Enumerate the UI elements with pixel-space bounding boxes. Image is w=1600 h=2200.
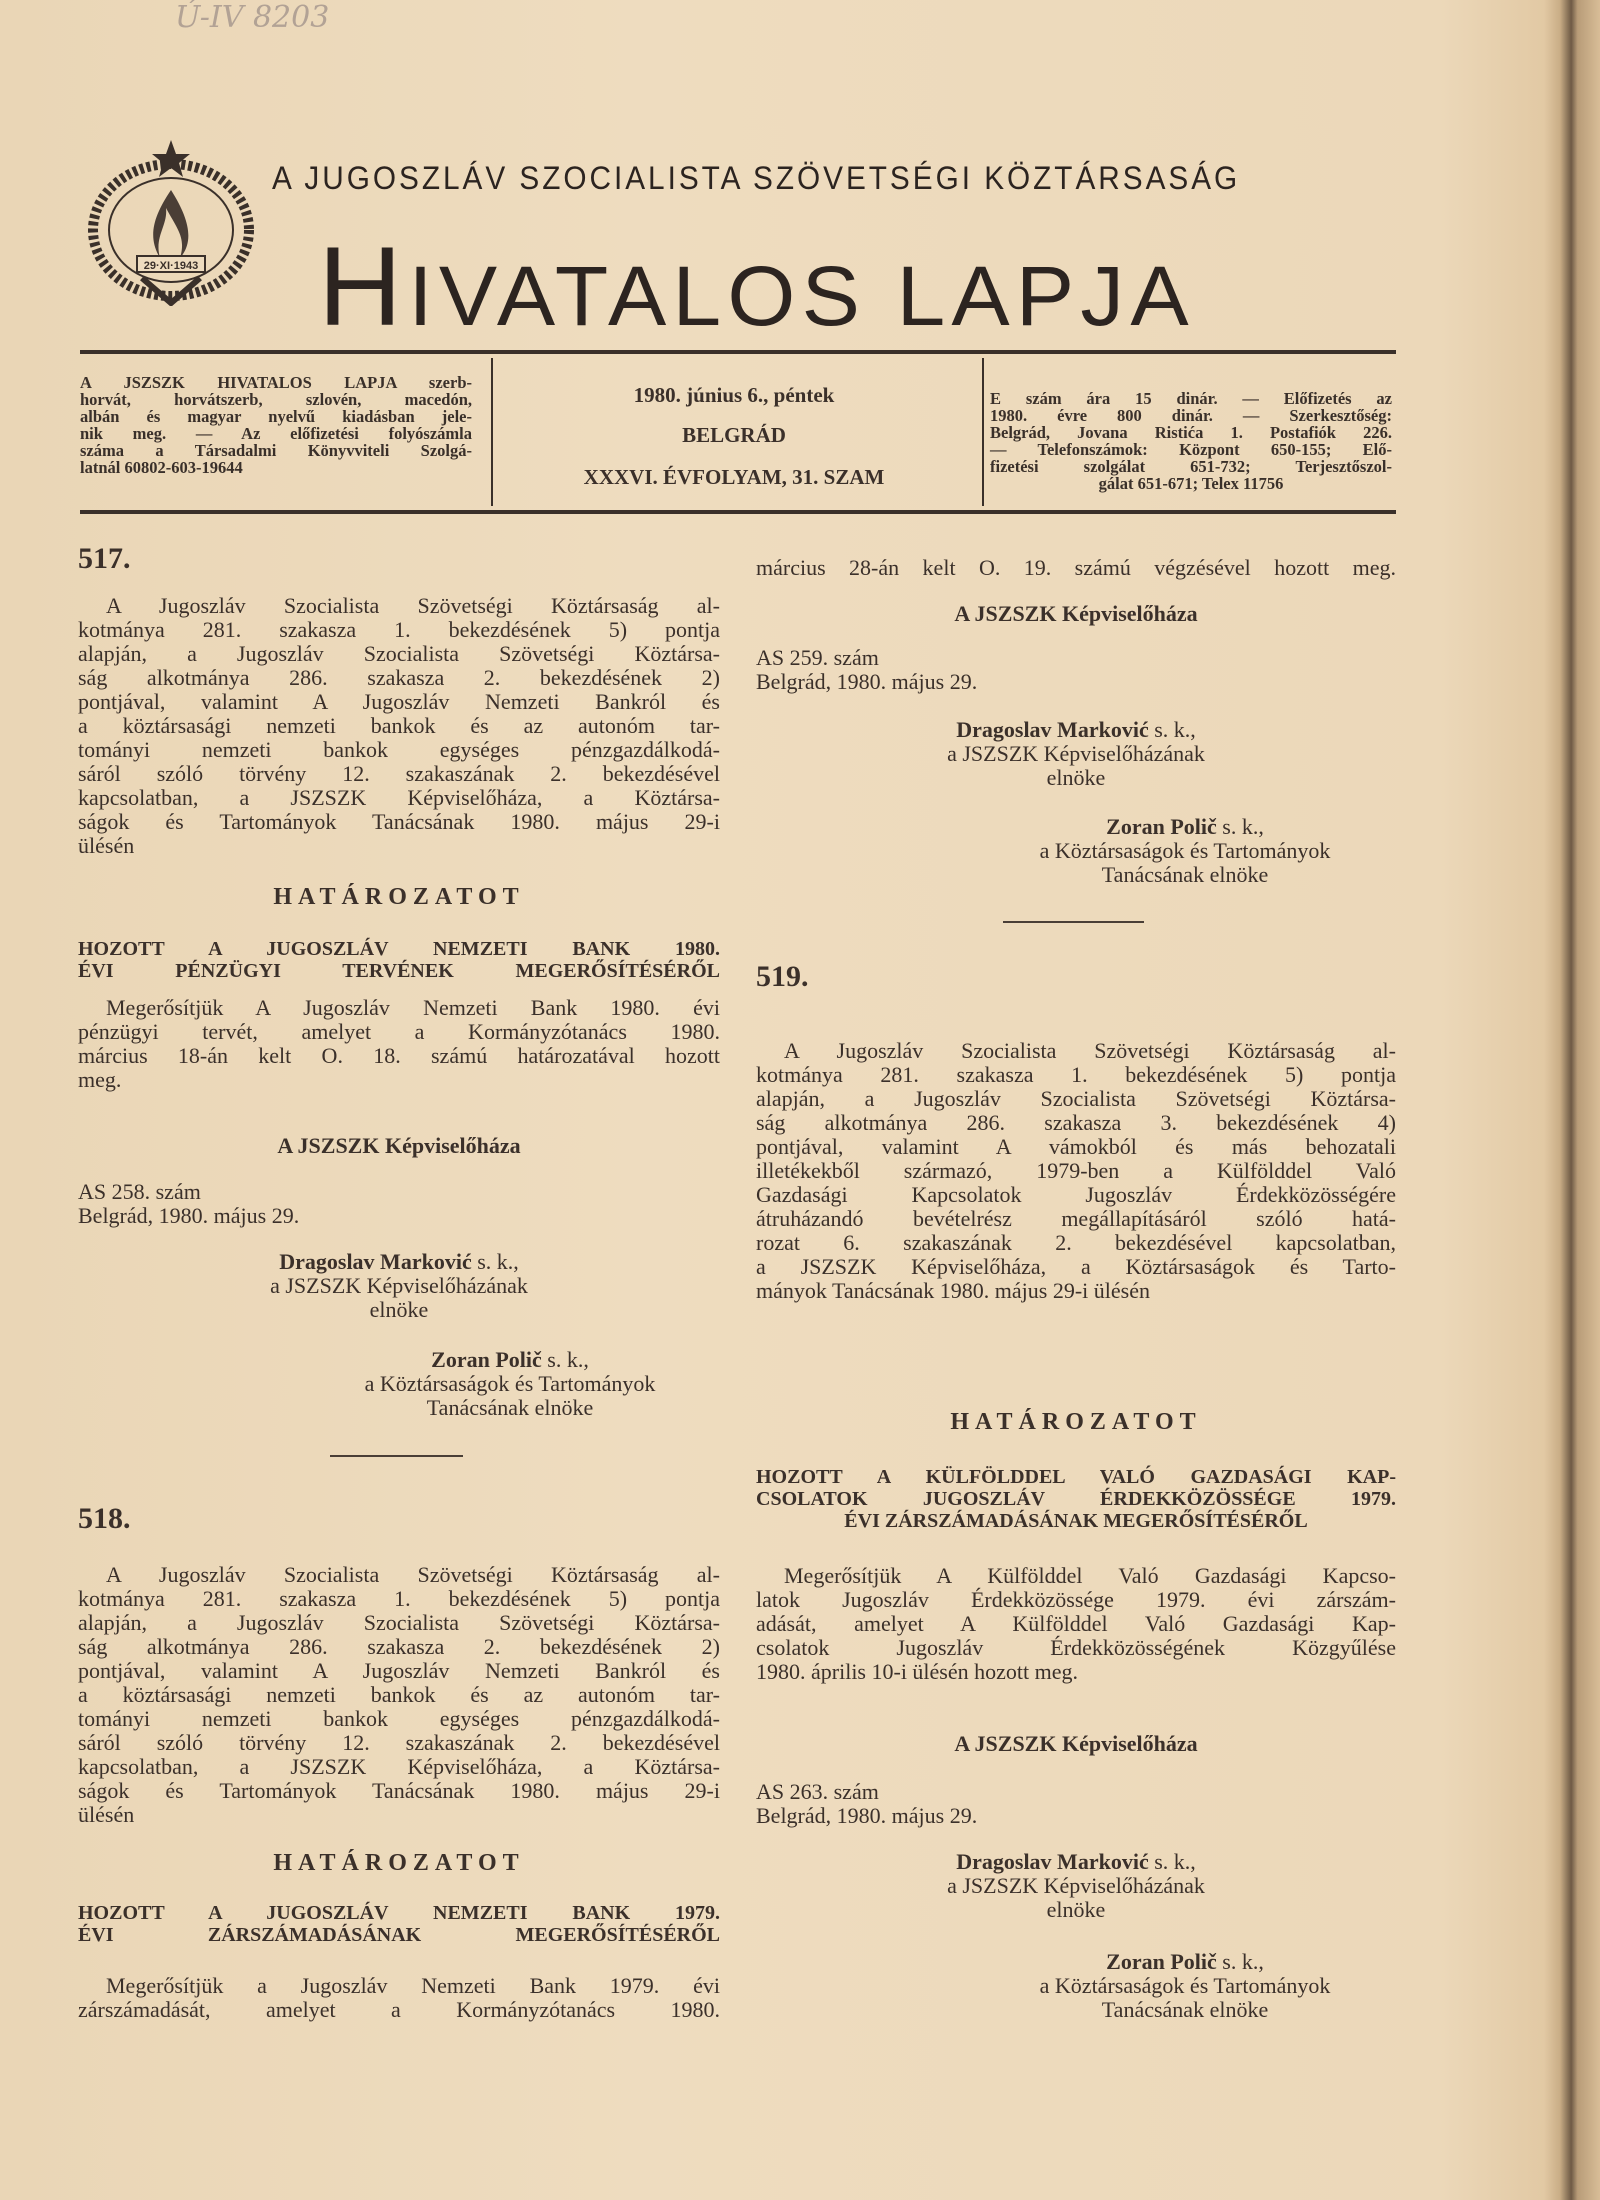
text-line: átruházandó bevételrész megállapításáról szóló hatá- [756, 1206, 1396, 1231]
act-preamble [756, 1039, 1396, 1303]
text-line: ság alkotmánya 286. szakasza 2. bekezdésének 2) [78, 665, 720, 690]
decision-body-continued [756, 556, 1396, 580]
signatory-title: a Köztársaságok és Tartományok [364, 1371, 656, 1396]
text-line: sáról szóló törvény 12. szakaszának 2. bekezdésével [78, 761, 720, 786]
text-line: ülésén [78, 833, 135, 858]
masthead-divider [491, 358, 493, 506]
text-line: Megerősítjük A Jugoszláv Nemzeti Bank 1980. évi [106, 995, 720, 1020]
signature-1 [756, 718, 1396, 790]
text-line: CSOLATOK JUGOSZLÁV ÉRDEKKÖZÖSSÉGE 1979. [756, 1488, 1396, 1510]
text-line: A Jugoszláv Szocialista Szövetségi Köztársaság al- [784, 1038, 1396, 1063]
text-line: ülésén [78, 1802, 135, 1827]
text-line: fizetési szolgálat 651-732; Terjesztőszol- [990, 457, 1392, 476]
text-line: illetékekből származó, 1979-ben a Külfölddel Való [756, 1158, 1396, 1183]
issue-number: XXXVI. ÉVFOLYAM, 31. SZAM [583, 465, 885, 489]
issue-date: 1980. június 6., péntek [633, 383, 835, 407]
decision-heading: HATÁROZATOT [273, 884, 525, 910]
text-line: csolatok Jugoszláv Érdekközösségének Közgyűlése [756, 1635, 1396, 1660]
signatory-name: Dragoslav Marković [956, 717, 1149, 742]
emblem-date: 29·XI·1943 [143, 260, 199, 272]
issuer: A JSZSZK Képviselőháza [954, 1731, 1198, 1756]
text-line: A Jugoszláv Szocialista Szövetségi Köztársaság al- [106, 593, 720, 618]
text-line: alapján, a Jugoszláv Szocialista Szövetségi Köztársa- [78, 1610, 720, 1635]
text-line: latnál 60802-603-19644 [80, 458, 243, 477]
signatory-name: Dragoslav Marković [279, 1249, 472, 1274]
signatory-title: a JSZSZK Képviselőházának [270, 1273, 528, 1298]
decision-heading: HATÁROZATOT [273, 1850, 525, 1876]
signed-mark: s. k., [1154, 1849, 1196, 1874]
act-number: 517. [78, 542, 131, 575]
text-line: zárszámadását, amelyet a Kormányzótanács 1980. [78, 1997, 720, 2022]
act-number: 518. [78, 1502, 131, 1535]
issue-city: BELGRÁD [682, 423, 786, 447]
text-line: tományi nemzeti bankok egységes pénzgazdálkodá- [78, 737, 720, 762]
text-line: pontjával, valamint A Jugoszláv Nemzeti Bankról és [78, 1658, 720, 1683]
text-line: HOZOTT A JUGOSZLÁV NEMZETI BANK 1979. [78, 1902, 720, 1924]
text-line: 1980. április 10-i ülésén hozott meg. [756, 1659, 1078, 1684]
text-line: pénzügyi tervét, amelyet a Kormányzótanács 1980. [78, 1019, 720, 1044]
signed-mark: s. k., [477, 1249, 519, 1274]
text-line: horvát, horvátszerb, szlovén, macedón, [80, 390, 472, 409]
text-line: a köztársasági nemzeti bankok és az autonóm tar- [78, 1682, 720, 1707]
text-line: adását, amelyet A Külfölddel Való Gazdasági Kap- [756, 1611, 1396, 1636]
signatory-title: a JSZSZK Képviselőházának [947, 1873, 1205, 1898]
signatory-name: Zoran Polič [431, 1347, 542, 1372]
text-line: HOZOTT A KÜLFÖLDDEL VALÓ GAZDASÁGI KAP- [756, 1466, 1396, 1488]
signatory-name: Dragoslav Marković [956, 1849, 1149, 1874]
text-line: nik meg. — Az előfizetési folyószámla [80, 424, 472, 443]
text-line: ságok és Tartományok Tanácsának 1980. május 29-i [78, 809, 720, 834]
signature-2 [975, 1950, 1395, 2022]
text-line: gálat 651-671; Telex 11756 [1098, 474, 1284, 493]
signature-2 [975, 815, 1395, 887]
text-line: a köztársasági nemzeti bankok és az autonóm tar- [78, 713, 720, 738]
decision-heading: HATÁROZATOT [950, 1409, 1202, 1435]
issuer: A JSZSZK Képviselőháza [277, 1133, 521, 1158]
act-number: 519. [756, 960, 809, 993]
text-line: Megerősítjük a Jugoszláv Nemzeti Bank 1979. évi [106, 1973, 720, 1998]
text-line: kotmánya 281. szakasza 1. bekezdésének 5) pontja [78, 1586, 720, 1611]
signatory-name: Zoran Polič [1106, 1949, 1217, 1974]
signed-mark: s. k., [1222, 1949, 1264, 1974]
place-date: Belgrád, 1980. május 29. [756, 669, 978, 694]
text-line: meg. [78, 1067, 122, 1092]
text-line: kapcsolatban, a JSZSZK Képviselőháza, a Köztársa- [78, 785, 720, 810]
masthead-top-rule [80, 350, 1396, 354]
text-line: albán és magyar nyelvű kiadásban jele- [80, 407, 472, 426]
place-date: Belgrád, 1980. május 29. [756, 1803, 978, 1828]
signatory-role: elnöke [369, 1297, 429, 1322]
text-line: pontjával, valamint A vámokból és más behozatali [756, 1134, 1396, 1159]
reference-number: AS 259. szám [756, 645, 879, 670]
text-line: latok Jugoszláv Érdekközössége 1979. évi zárszám- [756, 1587, 1396, 1612]
text-line: A Jugoszláv Szocialista Szövetségi Köztársaság al- [106, 1562, 720, 1587]
text-line: E szám ára 15 dinár. — Előfizetés az [990, 389, 1392, 408]
text-line: kapcsolatban, a JSZSZK Képviselőháza, a Köztársa- [78, 1754, 720, 1779]
text-line: Megerősítjük A Külfölddel Való Gazdasági Kapcso- [784, 1563, 1396, 1588]
masthead-bottom-rule [80, 510, 1396, 514]
text-line: ÉVI ZÁRSZÁMADÁSÁNAK MEGERŐSÍTÉSÉRŐL [78, 1924, 720, 1946]
text-line: tományi nemzeti bankok egységes pénzgazdálkodá- [78, 1706, 720, 1731]
section-separator [1003, 921, 1144, 923]
signed-mark: s. k., [1222, 814, 1264, 839]
text-line: a JSZSZK Képviselőháza, a Köztársaságok és Tarto- [756, 1254, 1396, 1279]
masthead-title: HIVATALOS LAPJA [318, 224, 1195, 349]
signatory-role: Tanácsának elnöke [1101, 1997, 1269, 2022]
masthead-divider [982, 358, 984, 506]
signatory-role: Tanácsának elnöke [1101, 862, 1269, 887]
text-line: március 28-án kelt O. 19. számú végzésével hozott meg. [756, 555, 1396, 580]
signatory-role: elnöke [1046, 765, 1106, 790]
text-line: ÉVI ZÁRSZÁMADÁSÁNAK MEGERŐSÍTÉSÉRŐL [844, 1510, 1308, 1532]
reference-number: AS 263. szám [756, 1779, 879, 1804]
signature-1 [756, 1850, 1396, 1922]
section-separator [330, 1455, 463, 1457]
text-line: alapján, a Jugoszláv Szocialista Szövetségi Köztársa- [78, 641, 720, 666]
text-line: ságok és Tartományok Tanácsának 1980. május 29-i [78, 1778, 720, 1803]
decision-body [756, 1564, 1396, 1684]
text-line: alapján, a Jugoszláv Szocialista Szövetségi Köztársa- [756, 1086, 1396, 1111]
act-preamble [78, 1563, 720, 1827]
publication-info [80, 374, 472, 476]
place-date: Belgrád, 1980. május 29. [78, 1203, 300, 1228]
signatory-title: a Köztársaságok és Tartományok [1039, 838, 1331, 863]
text-line: HOZOTT A JUGOSZLÁV NEMZETI BANK 1980. [78, 938, 720, 960]
text-line: kotmánya 281. szakasza 1. bekezdésének 5) pontja [78, 617, 720, 642]
text-line: Gazdasági Kapcsolatok Jugoszláv Érdekközösségére [756, 1182, 1396, 1207]
decision-title [756, 1466, 1396, 1532]
signed-mark: s. k., [1154, 717, 1196, 742]
signatory-name: Zoran Polič [1106, 814, 1217, 839]
masthead-supertitle: A JUGOSZLÁV SZOCIALISTA SZÖVETSÉGI KÖZTÁRSASÁG [272, 160, 1241, 196]
text-line: mányok Tanácsának 1980. május 29-i ülésén [756, 1278, 1150, 1303]
subscription-info [990, 390, 1392, 492]
text-line: — Telefonszámok: Központ 650-155; Elő- [990, 440, 1392, 459]
text-line: ság alkotmánya 286. szakasza 3. bekezdésének 4) [756, 1110, 1396, 1135]
signatory-title: a Köztársaságok és Tartományok [1039, 1973, 1331, 1998]
signatory-role: elnöke [1046, 1897, 1106, 1922]
text-line: ság alkotmánya 286. szakasza 2. bekezdésének 2) [78, 1634, 720, 1659]
text-line: A JSZSZK HIVATALOS LAPJA szerb- [80, 373, 472, 392]
text-line: száma a Társadalmi Könyvviteli Szolgá- [80, 441, 472, 460]
text-line: március 18-án kelt O. 18. számú határozatával hozott [78, 1043, 720, 1068]
text-line: ÉVI PÉNZÜGYI TERVÉNEK MEGERŐSÍTÉSÉRŐL [78, 960, 720, 982]
text-line: rozat 6. szakaszának 2. bekezdésével kapcsolatban, [756, 1230, 1396, 1255]
act-preamble [78, 594, 720, 858]
text-line: 1980. évre 800 dinár. — Szerkesztőség: [990, 406, 1392, 425]
state-emblem [82, 138, 260, 306]
text-line: Belgrád, Jovana Ristića 1. Postafiók 226. [990, 423, 1392, 442]
handwritten-note: Ú-IV 8203 [175, 0, 330, 35]
signatory-title: a JSZSZK Képviselőházának [947, 741, 1205, 766]
text-line: kotmánya 281. szakasza 1. bekezdésének 5) pontja [756, 1062, 1396, 1087]
signatory-role: Tanácsának elnöke [426, 1395, 594, 1420]
signed-mark: s. k., [547, 1347, 589, 1372]
text-line: sáról szóló törvény 12. szakaszának 2. bekezdésével [78, 1730, 720, 1755]
signature-1 [78, 1250, 720, 1322]
text-line: pontjával, valamint A Jugoszláv Nemzeti Bankról és [78, 689, 720, 714]
signature-2 [300, 1348, 720, 1420]
decision-body [78, 996, 720, 1092]
decision-title [78, 1902, 720, 1946]
decision-body [78, 1974, 720, 2022]
issuer: A JSZSZK Képviselőháza [954, 601, 1198, 626]
decision-title [78, 938, 720, 982]
reference-number: AS 258. szám [78, 1179, 201, 1204]
